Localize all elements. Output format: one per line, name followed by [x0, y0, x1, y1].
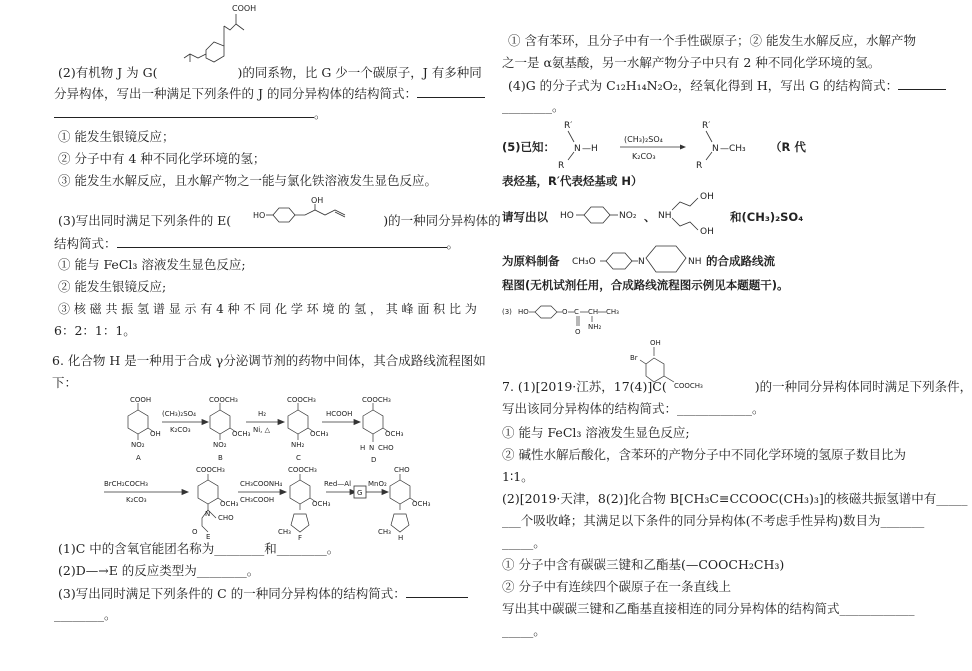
q7-br: Br — [630, 354, 638, 362]
h-och3: OCH₃ — [412, 500, 431, 508]
reagent-5: CH₃COONH₄ — [240, 480, 283, 488]
q5-reagent-top: (CH₃)₂SO₄ — [624, 135, 663, 144]
answer-blank[interactable] — [117, 234, 447, 248]
e-ho-label: HO — [253, 211, 266, 220]
q7-part1: 7. (1)[2019·江苏，17(4)]C( )的一种同分异构体同时满足下列条件， — [502, 379, 972, 394]
q3-cond1: ① 能与 FeCl₃ 溶液发生显色反应; — [58, 257, 246, 272]
label-a: A — [136, 454, 141, 462]
ans-ch3: CH₃ — [606, 308, 619, 316]
q5-line4b: 的合成路线流 — [706, 254, 775, 268]
q5-n-left: N — [574, 144, 581, 154]
q6-intro: 6. 化合物 H 是一种用于合成 γ分泌调节剂的药物中间体，其合成路线流程图如 — [52, 353, 486, 368]
q2-cond2: ② 分子中有 4 种不同化学环境的氢； — [58, 151, 266, 166]
b-cooch3: COOCH₃ — [209, 396, 238, 404]
q3-answer-structure — [502, 296, 702, 340]
reagent-1: (CH₃)₂SO₄ — [162, 410, 196, 418]
q5-ch3: —CH₃ — [720, 144, 746, 154]
reagent-2: H₂ — [258, 410, 267, 418]
q7-d1: ① 分子中含有碳碳三键和乙酯基(—COOCH₂CH₃) — [502, 557, 785, 572]
e-och3: OCH₃ — [220, 500, 239, 508]
dea-hn: NH — [658, 211, 672, 221]
reagent-2b: Ni, △ — [253, 426, 271, 434]
e-cho: CHO — [218, 514, 234, 522]
h-cho: CHO — [394, 466, 410, 474]
q7-cond2: ② 碱性水解后酸化，含苯环的产物分子中不同化学环境的氢原子数目比为 — [502, 447, 906, 462]
q6-sub3-end: ________。 — [54, 607, 117, 622]
q7-part2b: ___个吸收峰；其满足以下条件的同分异构体(不考虑手性异构)数目为_______ — [502, 513, 925, 528]
q3-cond3b: 6：2：1：1。 — [54, 323, 136, 338]
dea-oh-top: OH — [700, 192, 714, 202]
q7-line2: 写出该同分异构体的结构简式：____________。 — [502, 401, 765, 416]
q7-d3: 写出其中碳碳三键和乙酯基直接相连的同分异构体的结构简式____________ — [502, 601, 915, 616]
reagent-7: MnO₂ — [368, 480, 387, 488]
np-ho: HO — [560, 211, 574, 221]
label-e: E — [206, 533, 211, 541]
label-h: H — [398, 534, 404, 542]
c-nh2: NH₂ — [291, 441, 305, 449]
e-oh-label: OH — [311, 196, 324, 205]
q3-intro: (3)写出同时满足下列条件的 E( )的一种同分异构体的 — [58, 213, 501, 228]
q2-line2: 分异构体，写出一种满足下列条件的 J 的同分异构体的结构简式： — [54, 84, 485, 103]
reagent-3: HCOOH — [326, 410, 353, 418]
g-cooh-label: COOH — [232, 4, 257, 13]
reagent-5b: CH₃COOH — [240, 496, 275, 504]
q7-cond2b: 1∶1。 — [502, 469, 534, 484]
reagent-4: BrCH₂COCH₃ — [104, 480, 148, 488]
q6-intro2: 下： — [52, 375, 78, 390]
e-o: O — [192, 528, 198, 536]
ans-ch: CH — [588, 308, 599, 316]
ans-label: (3) — [502, 308, 512, 316]
label-d: D — [371, 456, 377, 464]
answer-blank[interactable] — [406, 584, 468, 598]
q5-n-right: N — [712, 144, 719, 154]
q5-known-reaction — [558, 118, 778, 174]
q5-line5: 程图(无机试剂任用，合成路线流程图示例见本题题干)。 — [502, 278, 789, 292]
q5-r: R — [558, 161, 565, 171]
q5-line2: 表烃基，R′代表烃基或 H） — [502, 174, 643, 188]
q5-rprime: R′ — [564, 121, 573, 131]
compound-g-structure — [166, 2, 276, 70]
e-n: N — [205, 510, 211, 518]
d-och3: OCH₃ — [385, 430, 404, 438]
q5-line3a: 请写出以 — [502, 210, 548, 224]
q5-line3b: 、 — [644, 210, 656, 224]
q6-sub1: (1)C 中的含氧官能团名称为________和________。 — [58, 541, 340, 556]
ans-o: O — [562, 308, 568, 316]
t-nh: NH — [688, 257, 702, 267]
t-ch3o: CH₃O — [572, 257, 596, 267]
q4-end: ________。 — [502, 99, 565, 114]
q7-oh: OH — [650, 339, 661, 347]
q3-cond3: ③ 核 磁 共 振 氢 谱 显 示 有 4 种 不 同 化 学 环 境 的 氢 ， 其 峰 面 积 比 为 — [58, 302, 477, 316]
q7-d3b: _____。 — [502, 623, 546, 638]
f-och3: OCH₃ — [312, 500, 331, 508]
q5-h: —H — [582, 144, 598, 154]
d-cooch3: COOCH₃ — [362, 396, 391, 404]
q5-line4a: 为原料制备 — [502, 254, 560, 268]
a-oh: OH — [150, 430, 161, 438]
q2-cond1: ① 能发生银镜反应； — [58, 129, 175, 144]
q4-text: (4)G 的分子式为 C₁₂H₁₄N₂O₂，经氧化得到 H，写出 G 的结构简式： — [508, 76, 946, 95]
q2-line3: 。 — [54, 104, 327, 123]
f-cooch3: COOCH₃ — [288, 466, 317, 474]
d-cho: CHO — [378, 444, 394, 452]
reagent-6: Red—Al — [324, 480, 352, 488]
a-cooh: COOH — [130, 396, 152, 404]
q3-line2: 结构简式： 。 — [54, 236, 460, 251]
answer-blank[interactable] — [417, 84, 485, 98]
answer-blank[interactable] — [54, 104, 314, 118]
d-nh: H — [360, 444, 366, 452]
b-no2: NO₂ — [213, 441, 227, 449]
e-cooch3: COOCH₃ — [196, 466, 225, 474]
np-no2: NO₂ — [619, 211, 637, 221]
q7-part2c: _____。 — [502, 535, 546, 550]
ans-nh2: NH₂ — [588, 323, 602, 331]
reagent-1b: K₂CO₃ — [170, 426, 191, 434]
b-och3: OCH₃ — [232, 430, 251, 438]
c-och3: OCH₃ — [310, 430, 329, 438]
f-ch3: CH₃ — [278, 528, 291, 536]
a-no2: NO₂ — [131, 441, 145, 449]
q5-tail: （R 代 — [770, 140, 806, 154]
q6-sub2: (2)D—→E 的反应类型为________。 — [58, 563, 260, 578]
cond-line2: 之一是 α氨基酸，另一水解产物分子中只有 2 种不同化学环境的氢。 — [502, 55, 881, 70]
q5-known-label: (5)已知： — [502, 140, 556, 154]
q2-cond3: ③ 能发生水解反应，且水解产物之一能与氯化铁溶液发生显色反应。 — [58, 173, 437, 188]
dea-oh-bottom: OH — [700, 227, 714, 237]
label-c: C — [296, 454, 301, 462]
c-cooch3: COOCH₃ — [287, 396, 316, 404]
q6-sub3: (3)写出同时满足下列条件的 C 的一种同分异构体的结构简式： — [58, 584, 468, 603]
diethanolamine-structure — [658, 186, 728, 242]
answer-blank[interactable] — [898, 76, 946, 90]
ans-c: C — [574, 308, 579, 316]
q7-cooch3: COOCH₃ — [674, 382, 703, 390]
q5-line3c: 和(CH₃)₂SO₄ — [730, 210, 804, 224]
q7-part2: (2)[2019·天津，8(2)]化合物 B[CH₃C≡CCOOC(CH₃)₃]的核磁共振氢谱中有_____ — [502, 491, 968, 506]
q5-rprime-2: R′ — [702, 121, 711, 131]
h-ch3: CH₃ — [378, 528, 391, 536]
cond-line1: ① 含有苯环，且分子中有一个手性碳原子；② 能发生水解反应，水解产物 — [508, 33, 916, 48]
q3-cond2: ② 能发生银镜反应; — [58, 279, 167, 294]
ans-o-carbonyl: O — [575, 328, 581, 336]
reagent-4b: K₂CO₃ — [126, 496, 147, 504]
q7-cond1: ① 能与 FeCl₃ 溶液发生显色反应; — [502, 425, 690, 440]
synthesis-scheme — [98, 394, 468, 540]
label-b: B — [218, 454, 223, 462]
ans-ho: HO — [518, 308, 529, 316]
d-n: N — [369, 444, 375, 452]
t-n: N — [638, 257, 645, 267]
q7-d2: ② 分子中有连续四个碳原子在一条直线上 — [502, 579, 731, 594]
label-f: F — [298, 534, 303, 542]
label-g-box: G — [357, 489, 363, 497]
q5-r-2: R — [696, 161, 703, 171]
q2-intro: (2)有机物 J 为 G( )的同系物，比 G 少一个碳原子，J 有多种同 — [58, 65, 482, 80]
q5-reagent-bottom: K₂CO₃ — [632, 152, 656, 161]
